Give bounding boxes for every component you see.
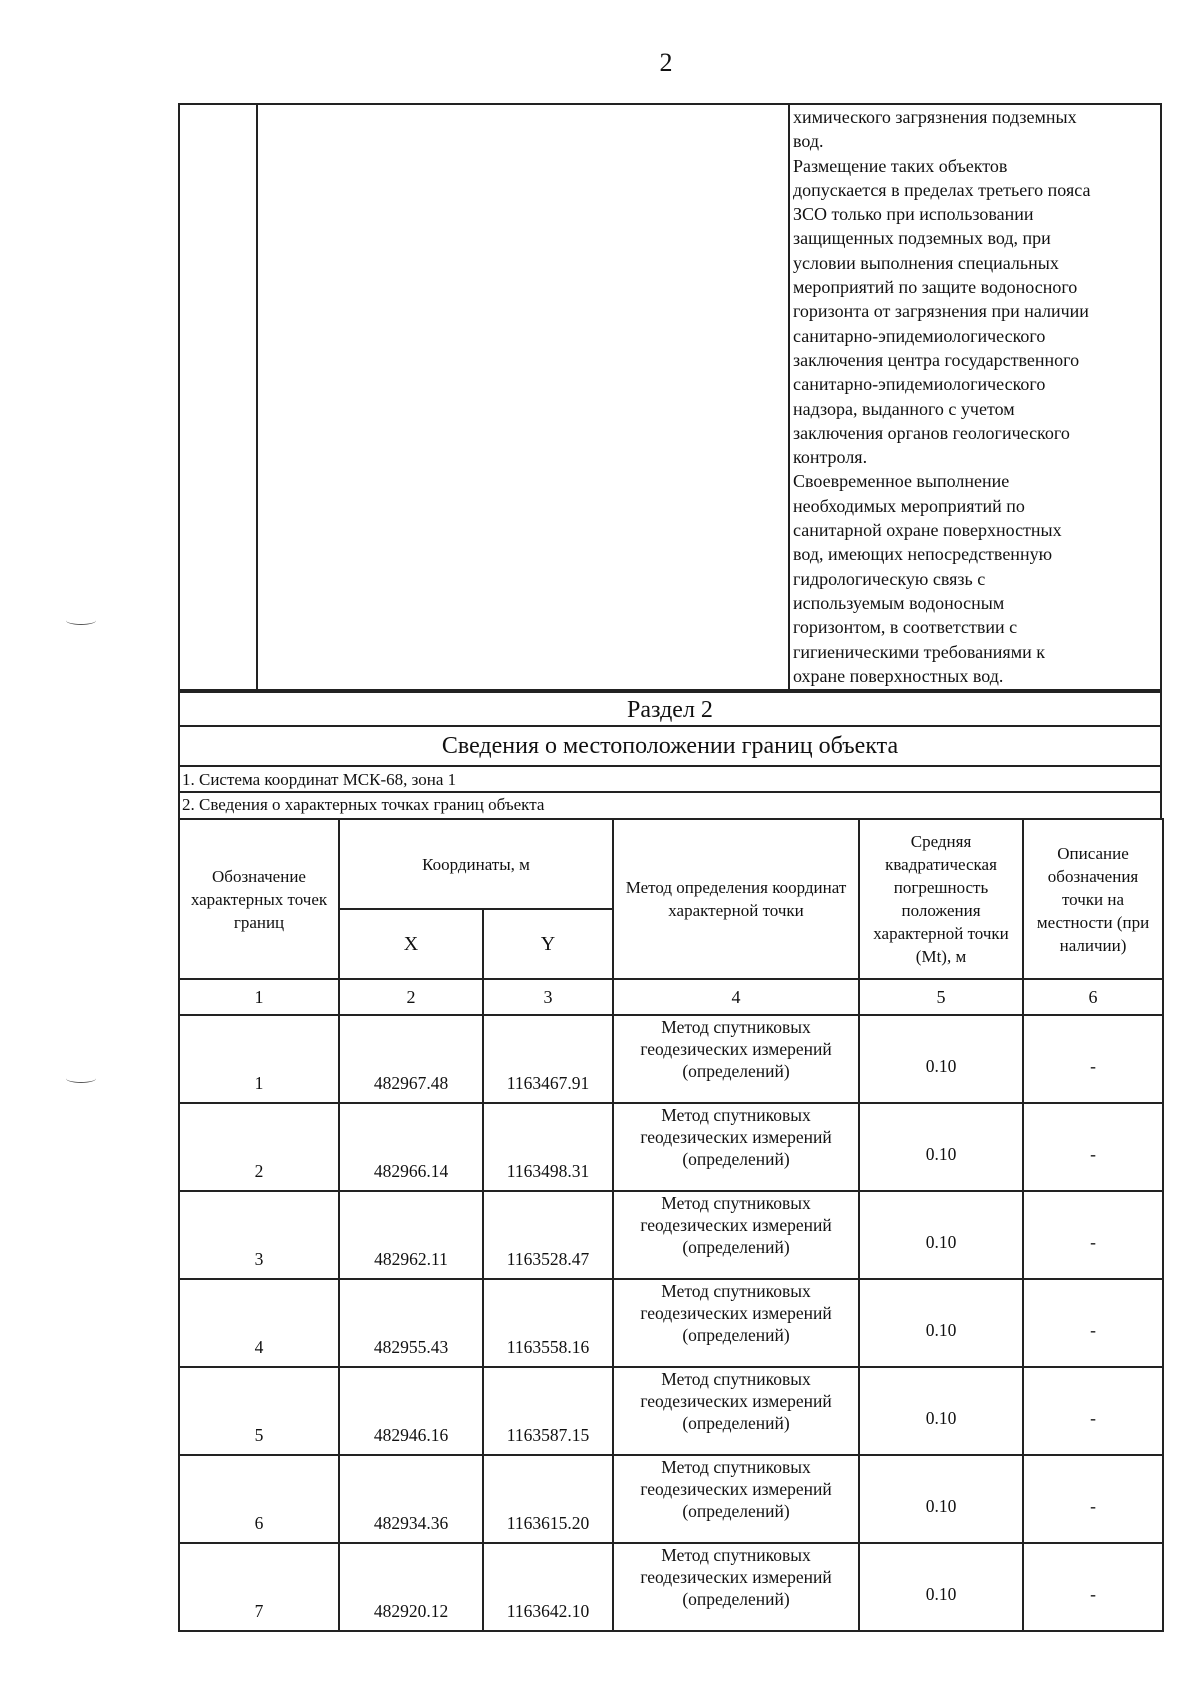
header-description: Описание обозначения точки на местности (при наличии) <box>1023 819 1163 979</box>
text-line: Своевременное выполнение <box>793 471 1010 492</box>
text-line: используемым водоносным <box>793 592 1005 613</box>
description-cell: - <box>1023 1279 1163 1367</box>
header-y: Y <box>483 909 613 979</box>
y-coordinate-cell: 1163615.20 <box>483 1455 613 1543</box>
method-cell: Метод спутниковых геодезических измерений (определений) <box>613 1191 859 1279</box>
point-cell: 3 <box>179 1191 339 1279</box>
method-cell: Метод спутниковых геодезических измерений (определений) <box>613 1103 859 1191</box>
method-cell: Метод спутниковых геодезических измерений (определений) <box>613 1543 859 1631</box>
description-cell: - <box>1023 1015 1163 1103</box>
error-cell: 0.10 <box>859 1367 1023 1455</box>
text-line: санитарно-эпидемиологического <box>793 325 1046 346</box>
x-coordinate-cell: 482934.36 <box>339 1455 483 1543</box>
table-row <box>179 1455 1163 1543</box>
page-number: 2 <box>659 48 673 77</box>
y-coordinate-cell: 1163558.16 <box>483 1279 613 1367</box>
point-cell: 4 <box>179 1279 339 1367</box>
header-coordinates: Координаты, м <box>339 819 613 909</box>
table-row <box>179 1367 1163 1455</box>
text-line: заключения центра государственного <box>793 349 1080 370</box>
column-number: 2 <box>339 979 483 1015</box>
point-cell: 2 <box>179 1103 339 1191</box>
text-line: необходимых мероприятий по <box>793 495 1025 516</box>
section-subtitle: Сведения о местоположении границ объекта <box>178 727 1162 767</box>
table-row <box>179 1191 1163 1279</box>
text-line: Размещение таких объектов <box>793 155 1008 176</box>
text-line: гигиеническими требованиями к <box>793 641 1045 662</box>
table-body <box>179 1015 1163 1631</box>
method-cell: Метод спутниковых геодезических измерений (определений) <box>613 1279 859 1367</box>
header-x: X <box>339 909 483 979</box>
y-coordinate-cell: 1163467.91 <box>483 1015 613 1103</box>
text-line: санитарной охране поверхностных <box>793 520 1062 541</box>
table-row <box>179 1279 1163 1367</box>
x-coordinate-cell: 482955.43 <box>339 1279 483 1367</box>
coord-system-line: 1. Система координат МСК-68, зона 1 <box>178 767 1162 793</box>
table-row <box>179 1543 1163 1631</box>
continued-table <box>178 103 1162 691</box>
description-cell: - <box>1023 1191 1163 1279</box>
text-line: контроля. <box>793 447 868 468</box>
column-number: 3 <box>483 979 613 1015</box>
description-cell: - <box>1023 1367 1163 1455</box>
error-cell: 0.10 <box>859 1455 1023 1543</box>
text-line: защищенных подземных вод, при <box>793 228 1051 249</box>
column-number: 4 <box>613 979 859 1015</box>
point-cell: 6 <box>179 1455 339 1543</box>
text-line: вод. <box>793 131 824 152</box>
x-coordinate-cell: 482962.11 <box>339 1191 483 1279</box>
text-line: вод, имеющих непосредственную <box>793 544 1053 565</box>
text-line: условии выполнения специальных <box>793 252 1059 273</box>
point-cell: 1 <box>179 1015 339 1103</box>
x-coordinate-cell: 482920.12 <box>339 1543 483 1631</box>
section-title: Раздел 2 <box>178 691 1162 727</box>
method-cell: Метод спутниковых геодезических измерений (определений) <box>613 1455 859 1543</box>
description-cell: - <box>1023 1543 1163 1631</box>
x-coordinate-cell: 482966.14 <box>339 1103 483 1191</box>
boundary-points-table <box>178 818 1164 1632</box>
text-line: санитарно-эпидемиологического <box>793 374 1046 395</box>
error-cell: 0.10 <box>859 1279 1023 1367</box>
y-coordinate-cell: 1163528.47 <box>483 1191 613 1279</box>
point-cell: 5 <box>179 1367 339 1455</box>
error-cell: 0.10 <box>859 1103 1023 1191</box>
text-line: допускается в пределах третьего пояса <box>793 179 1091 200</box>
text-line: заключения органов геологического <box>793 422 1070 443</box>
text-line: охране поверхностных вод. <box>793 665 1004 686</box>
point-cell: 7 <box>179 1543 339 1631</box>
text-line: горизонтом, в соответствии с <box>793 617 1018 638</box>
y-coordinate-cell: 1163498.31 <box>483 1103 613 1191</box>
error-cell: 0.10 <box>859 1015 1023 1103</box>
text-line: горизонта от загрязнения при наличии <box>793 301 1089 322</box>
continued-text-cell <box>789 104 1161 690</box>
points-heading-line: 2. Сведения о характерных точках границ объекта <box>178 793 1162 818</box>
x-coordinate-cell: 482946.16 <box>339 1367 483 1455</box>
y-coordinate-cell: 1163587.15 <box>483 1367 613 1455</box>
table-row <box>179 1103 1163 1191</box>
method-cell: Метод спутниковых геодезических измерений (определений) <box>613 1015 859 1103</box>
text-line: химического загрязнения подземных <box>793 107 1077 127</box>
scan-artifact <box>66 616 96 625</box>
header-method: Метод определения координат характерной точки <box>613 819 859 979</box>
empty-cell <box>257 104 789 690</box>
text-line: гидрологическую связь с <box>793 568 986 589</box>
text-line: мероприятий по защите водоносного <box>793 277 1078 298</box>
x-coordinate-cell: 482967.48 <box>339 1015 483 1103</box>
header-designation: Обозначение характерных точек границ <box>179 819 339 979</box>
table-row <box>179 1015 1163 1103</box>
method-cell: Метод спутниковых геодезических измерений (определений) <box>613 1367 859 1455</box>
text-line: надзора, выданного с учетом <box>793 398 1015 419</box>
column-number: 1 <box>179 979 339 1015</box>
description-cell: - <box>1023 1103 1163 1191</box>
text-line: ЗСО только при использовании <box>793 204 1034 225</box>
error-cell: 0.10 <box>859 1191 1023 1279</box>
column-number: 5 <box>859 979 1023 1015</box>
y-coordinate-cell: 1163642.10 <box>483 1543 613 1631</box>
error-cell: 0.10 <box>859 1543 1023 1631</box>
column-number: 6 <box>1023 979 1163 1015</box>
empty-cell <box>179 104 257 690</box>
continued-text <box>793 105 1158 688</box>
scan-artifact <box>66 1074 96 1083</box>
description-cell: - <box>1023 1455 1163 1543</box>
header-error: Средняя квадратическая погрешность положения характерной точки (Mt), м <box>859 819 1023 979</box>
